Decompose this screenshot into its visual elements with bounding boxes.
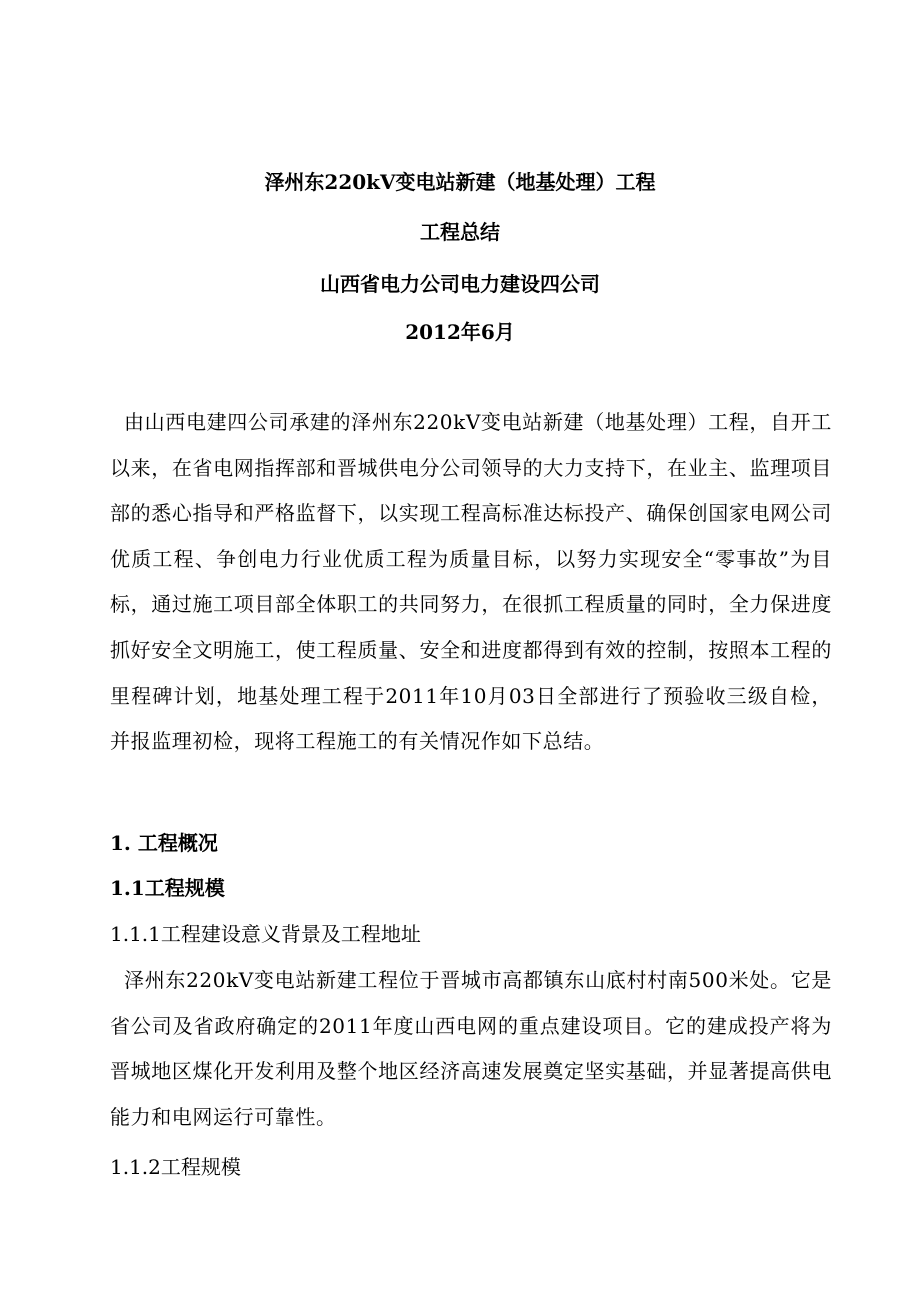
project-title: 泽州东220kV变电站新建（地基处理）工程 (264, 170, 656, 194)
company-name: 山西省电力公司电力建设四公司 (320, 272, 600, 296)
document-type-title: 工程总结 (420, 220, 500, 244)
section-1-1-1-paragraph: 泽州东220kV变电站新建工程位于晋城市高都镇东山底村村南500米处。它是省公司及省政府确定的2011年度山西电网的重点建设项目。它的建成投产将为晋城地区煤化开发利用及整个地区经济高速发展奠定坚实基础，并显著提高供电能力和电网运行可靠性。 (110, 968, 832, 1129)
section-heading-1-1-2: 1.1.2工程规模 (110, 1155, 241, 1179)
section-heading-1: 1. 工程概况 (110, 831, 218, 855)
section-heading-1-1: 1.1工程规模 (110, 876, 225, 900)
document-date: 2012年6月 (405, 320, 515, 344)
intro-paragraph: 由山西电建四公司承建的泽州东220kV变电站新建（地基处理）工程，自开工以来，在省电网指挥部和晋城供电分公司领导的大力支持下，在业主、监理项目部的悉心指导和严格监督下，以实现工程高标准达标投产、确保创国家电网公司优质工程、争创电力行业优质工程为质量目标，以努力实现安全“零事故”为目标，通过施工项目部全体职工的共同努力，在很抓工程质量的同时，全力保进度抓好安全文明施工，使工程质量、安全和进度都得到有效的控制，按照本工程的里程碑计划，地基处理工程于2011年10月03日全部进行了预验收三级自检，并报监理初检，现将工程施工的有关情况作如下总结。 (110, 410, 832, 754)
section-heading-1-1-1: 1.1.1工程建设意义背景及工程地址 (110, 922, 421, 946)
